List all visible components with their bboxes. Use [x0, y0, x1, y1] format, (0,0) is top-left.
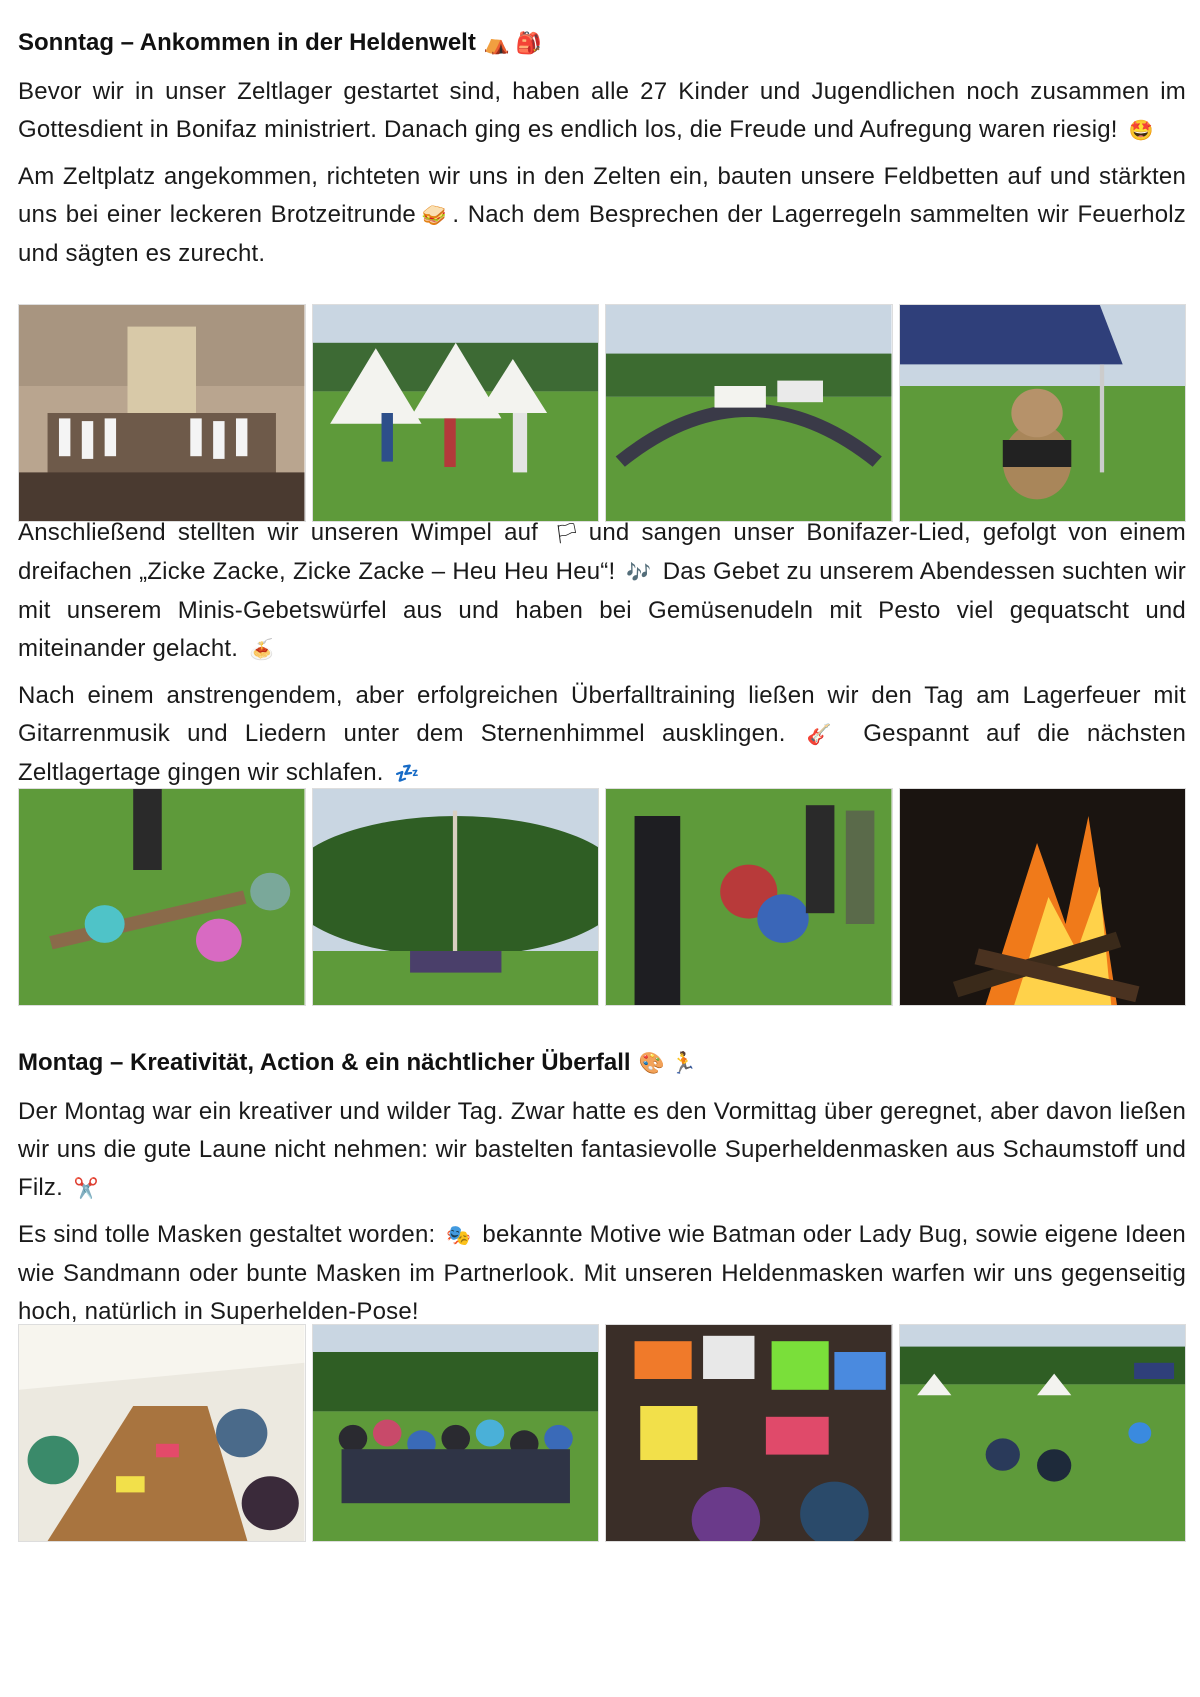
sunday-section [18, 28, 1186, 273]
photo-camp-circle [605, 304, 893, 522]
monday-section [18, 1048, 1186, 1331]
photo-church-service [18, 304, 306, 522]
sunday-title: Sonntag – Ankommen in der Heldenwelt [18, 29, 476, 56]
monday-gallery [18, 1324, 1186, 1540]
white-flag-emoji-icon: 🏳 [554, 523, 585, 545]
monday-p1-text: Der Montag war ein kreativer und wilder Tag. Zwar hatte es den Vormittag über geregnet, aber davon ließen wir uns die gute Laune nicht nehmen: wir bastelten fantasievolle Superheldenmasken aus Schaumstoff und Filz. [18, 1098, 1186, 1201]
spaghetti-emoji-icon: 🍝 [249, 639, 275, 661]
photo-tents-arrival [312, 304, 600, 522]
monday-heading [18, 1048, 1186, 1079]
sunday-p1-text: Bevor wir in unser Zeltlager gestartet sind, haben alle 27 Kinder und Jugendlichen noch zusammen im Gottesdient in Bonifaz ministriert. Danach ging es endlich los, die Freude und Aufregung waren riesig! [18, 78, 1186, 143]
zzz-emoji-icon: 💤 [394, 763, 420, 785]
photo-sawing-wood [18, 788, 306, 1006]
sunday-p3b-text: und sangen unser Bonifazer-Lied, gefolgt von einem dreifachen „Zicke Zacke, Zicke Zacke – Heu Heu Heu“! [18, 519, 1186, 585]
sunday-paragraph-2 [18, 158, 1186, 273]
sunday-gallery-2 [18, 788, 1186, 1004]
photo-felt-masks [605, 1324, 893, 1542]
sunday-p3c-text: Das Gebet zu unserem Abendessen suchten wir mit unserem Minis-Gebetswürfel aus und haben bei Gemüsenudeln mit Pesto viel gequatscht und miteinander gelacht. [18, 558, 1186, 662]
photo-superhero-lift [899, 1324, 1187, 1542]
photo-teddy-canopy [899, 304, 1187, 522]
photo-kids-game [605, 788, 893, 1006]
sunday-section-2 [18, 514, 1186, 793]
sunday-p3a-text: Anschließend stellten wir unseren Wimpel auf [18, 519, 539, 546]
scissors-emoji-icon: ✂️ [73, 1178, 99, 1200]
palette-runner-emoji-icon: 🎨 🏃 [638, 1052, 697, 1075]
monday-p2b-text: bekannte Motive wie Batman oder Lady Bug, sowie eigene Ideen wie Sandmann oder bunte Masken im Partnerlook. Mit unseren Heldenmasken warfen wir uns gegenseitig hoch, natürlich in Superhelden-Pose! [18, 1221, 1186, 1325]
music-notes-emoji-icon: 🎶 [626, 562, 652, 584]
sunday-paragraph-1 [18, 73, 1186, 150]
sandwich-emoji-icon: 🥪 [419, 205, 449, 227]
sunday-p4a-text: Nach einem anstrengendem, aber erfolgreichen Überfalltraining ließen wir den Tag am Lagerfeuer mit Gitarrenmusik und Liedern unter dem Sternenhimmel ausklingen. [18, 682, 1186, 747]
photo-crafting-tent [18, 1324, 306, 1542]
sunday-gallery-1 [18, 304, 1186, 520]
sunday-p2b-text: . Nach dem Besprechen der Lagerregeln sammelten wir Feuerholz und sägten es zurecht. [18, 201, 1186, 267]
monday-paragraph-2 [18, 1216, 1186, 1331]
sunday-paragraph-3 [18, 514, 1186, 669]
masks-emoji-icon: 🎭 [446, 1225, 472, 1247]
guitar-emoji-icon: 🎸 [806, 724, 843, 746]
sunday-p4b-text: Gespannt auf die nächsten Zeltlagertage gingen wir schlafen. [18, 720, 1186, 786]
star-struck-emoji-icon: 🤩 [1128, 120, 1154, 142]
monday-p2a-text: Es sind tolle Masken gestaltet worden: [18, 1221, 436, 1248]
monday-paragraph-1 [18, 1093, 1186, 1208]
sunday-p2a-text: Am Zeltplatz angekommen, richteten wir uns in den Zelten ein, bauten unsere Feldbetten auf und stärkten uns bei einer leckeren Brotzeitrunde [18, 163, 1186, 228]
sunday-heading [18, 28, 1186, 59]
sunday-paragraph-4 [18, 677, 1186, 793]
photo-masked-group [312, 1324, 600, 1542]
monday-title: Montag – Kreativität, Action & ein nächtlicher Überfall [18, 1049, 631, 1076]
photo-campfire [899, 788, 1187, 1006]
tent-backpack-emoji-icon: ⛺ 🎒 [483, 32, 542, 55]
photo-flagpole-group [312, 788, 600, 1006]
